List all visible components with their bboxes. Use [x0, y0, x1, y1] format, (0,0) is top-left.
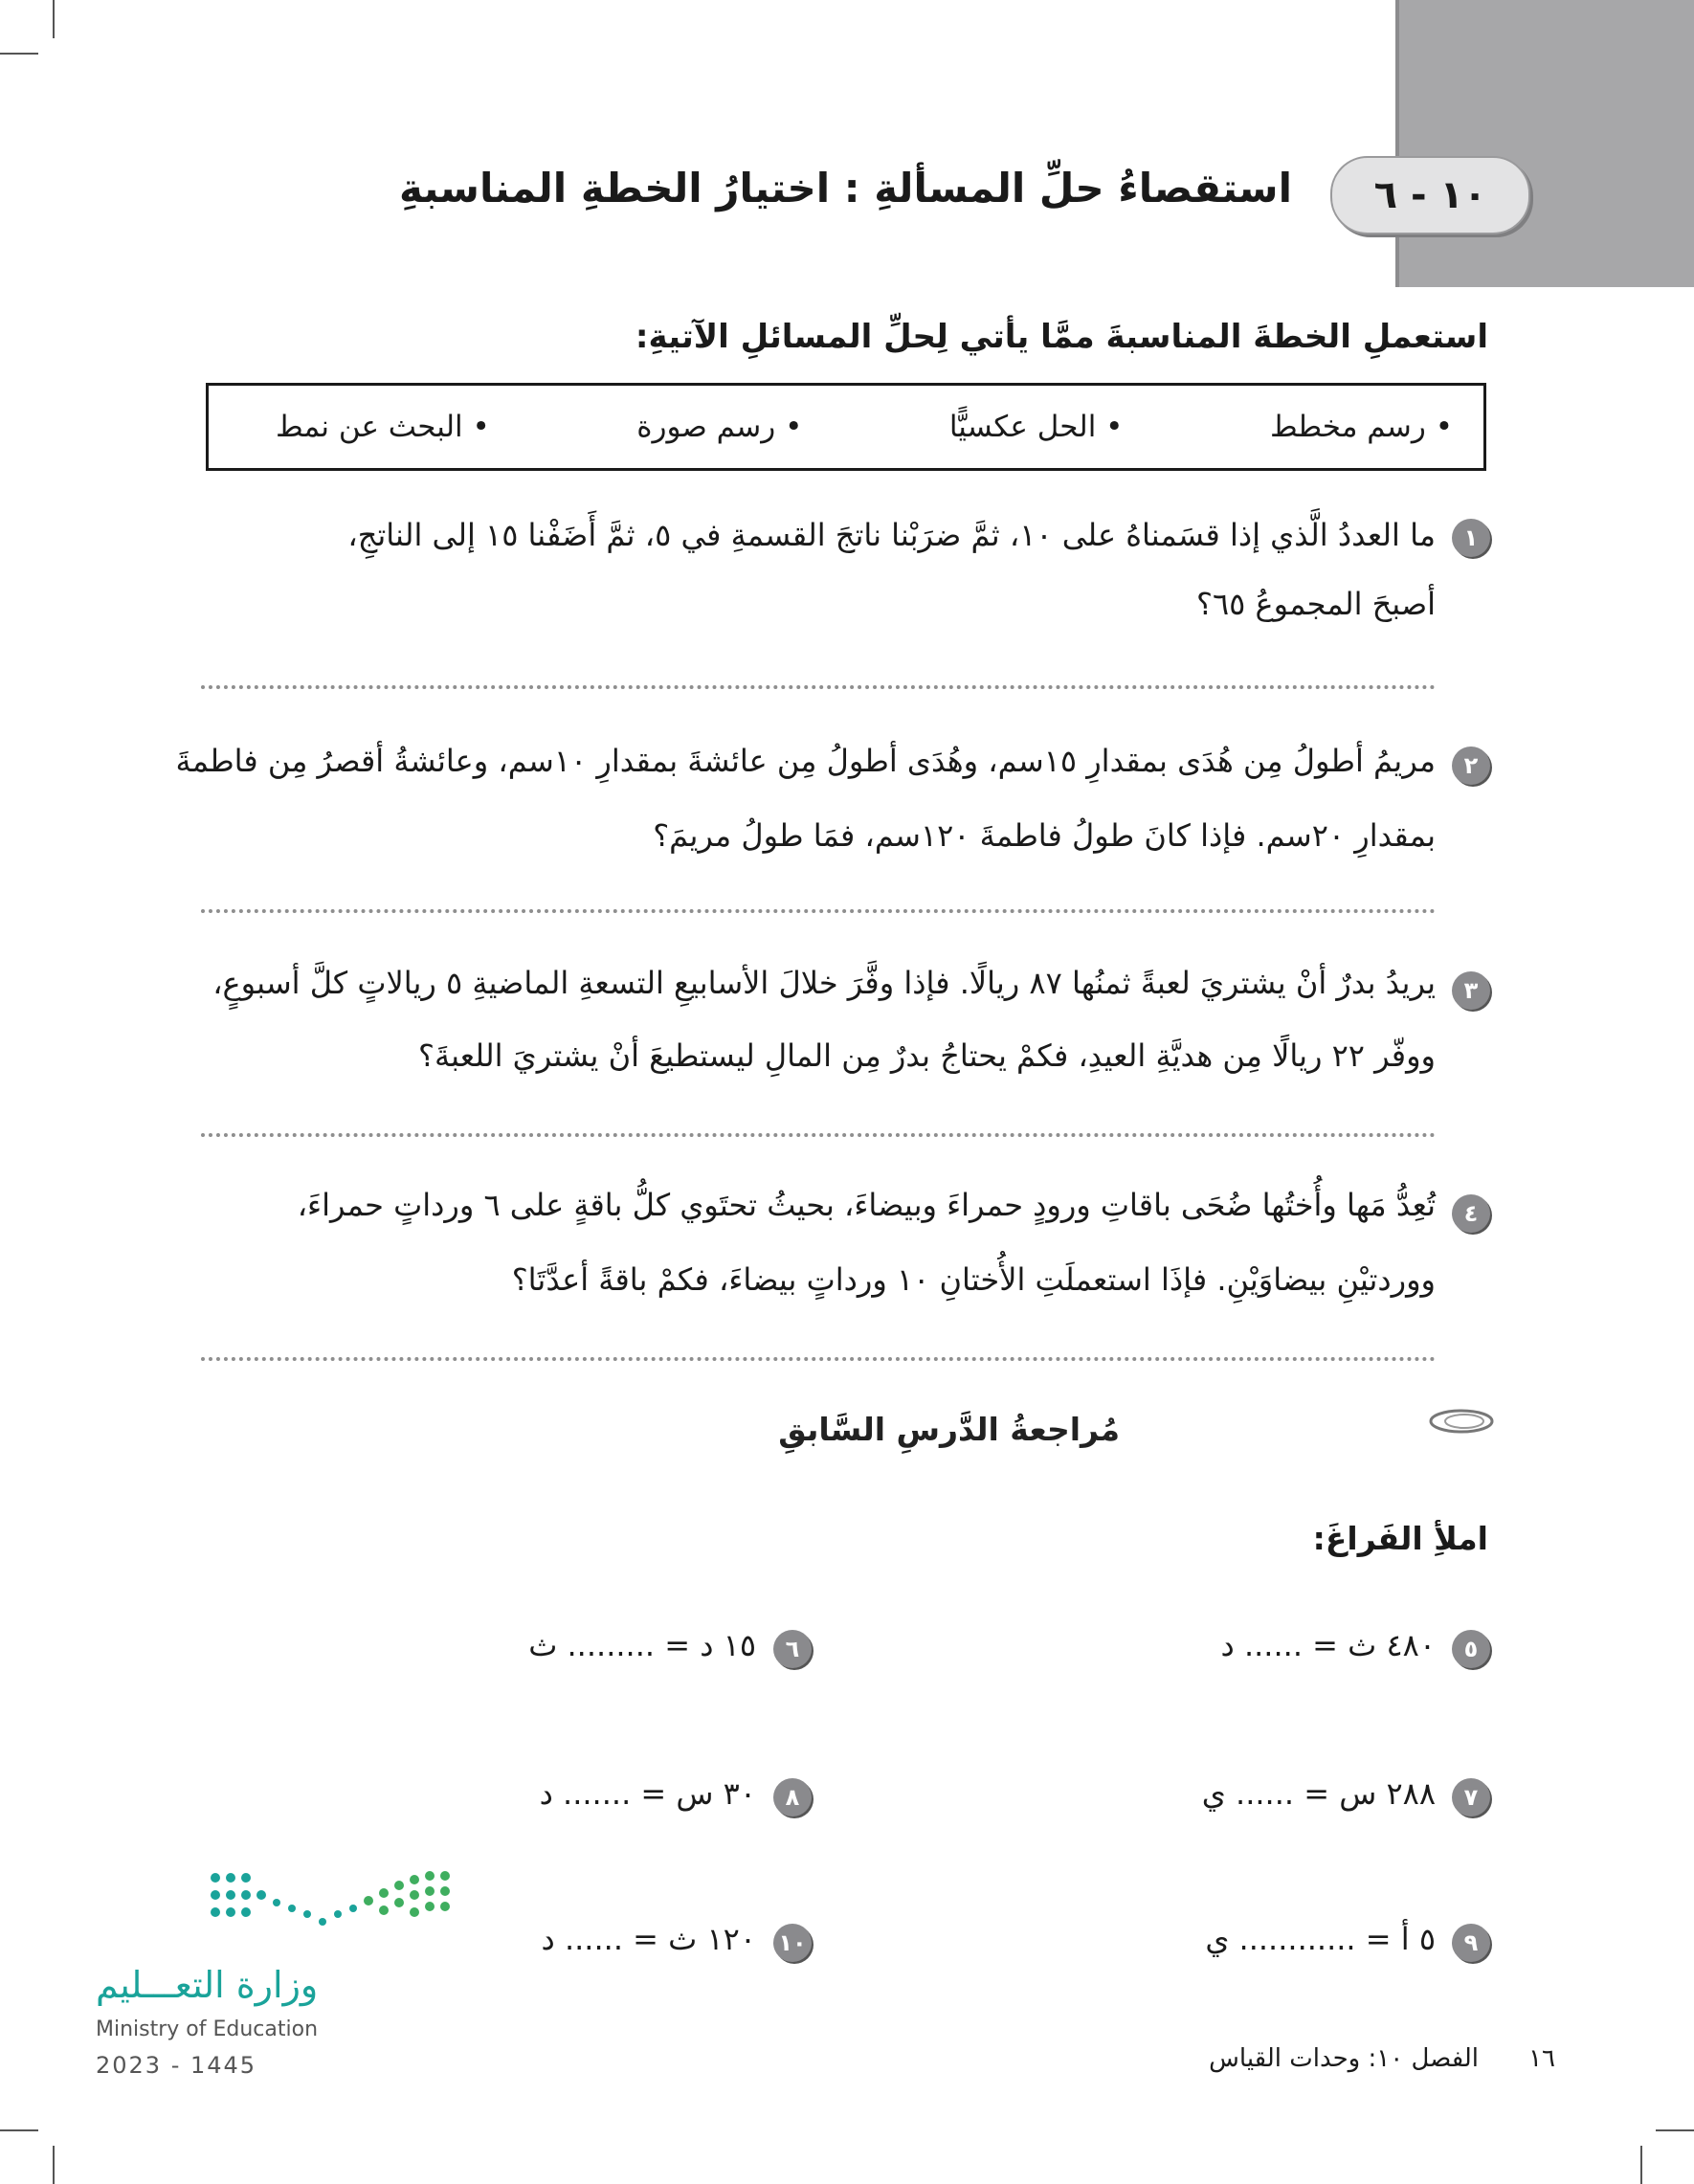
answer-line [201, 1357, 1436, 1361]
exercise-number-badge: ٨ [773, 1778, 812, 1816]
problem-text: أصبحَ المجموعُ ٦٥؟ [1196, 586, 1436, 622]
problem-number-badge: ٢ [1452, 747, 1490, 785]
answer-line [201, 909, 1436, 913]
exercise-number-badge: ٦ [773, 1630, 812, 1668]
strategy-item: • الحل عكسيًّا [948, 410, 1124, 444]
chapter-tab [1395, 0, 1694, 287]
problem-text: بمقدارِ ٢٠سم. فإذا كانَ طولُ فاطمةَ ١٢٠سم، فمَا طولُ مريمَ؟ [653, 817, 1436, 854]
answer-line [201, 1133, 1436, 1137]
problem-text: ووردتيْنِ بيضاوَيْنِ. فإذَا استعملَتِ الأُختانِ ١٠ ورداتٍ بيضاءَ، فكمْ باقةً أعدَّتَا؟ [511, 1261, 1436, 1298]
exercise-number-badge: ١٠ [773, 1924, 812, 1962]
lesson-number: ١٠ - ٦ [1373, 173, 1487, 217]
review-swirl-icon [1428, 1407, 1495, 1436]
page-number: ١٦ [1528, 2044, 1555, 2073]
exercise-text: ٤٨٠ ث = ...... د [1220, 1627, 1436, 1663]
exercise-text: ٥ أ = ............ ي [1205, 1921, 1436, 1957]
problem-text: مريمُ أطولُ مِن هُدَى بمقدارِ ١٥سم، وهُدَى أطولُ مِن عائشةَ بمقدارِ ١٠سم، وعائشةُ أقصرُ مِن فاطمةَ [175, 743, 1436, 779]
problem-number-badge: ١ [1452, 519, 1490, 557]
logo-dots-icon [206, 1866, 455, 1943]
problem-number-badge: ٤ [1452, 1194, 1490, 1233]
strategy-item: • رسم صورة [636, 410, 803, 444]
strategy-item: • رسم مخطط [1269, 410, 1453, 444]
exercise-text: ٣٠ س = ....... د [539, 1775, 756, 1812]
crop-mark [1656, 2129, 1694, 2131]
exercise-text: ١٢٠ ث = ...... د [541, 1921, 756, 1957]
problem-text: ووفّر ٢٢ ريالًا مِن هديَّةِ العيدِ، فكمْ يحتاجُ بدرٌ مِن المالِ ليستطيعَ أنْ يشتريَ اللعبةَ؟ [418, 1037, 1436, 1074]
edition-year: 2023 - 1445 [96, 2052, 257, 2079]
problem-number-badge: ٣ [1452, 971, 1490, 1010]
answer-line [201, 685, 1436, 689]
problem-text: ما العددُ الَّذي إذا قسَمناهُ على ١٠، ثمَّ ضرَبْنا ناتجَ القسمةِ في ٥، ثمَّ أَضَفْنا ١٥ إلى الناتجِ، [347, 517, 1436, 553]
review-heading: مُراجعةُ الدَّرسِ السَّابقِ [778, 1411, 1120, 1448]
ministry-logo [206, 1866, 455, 1943]
strategies-box [206, 383, 1486, 471]
ministry-name-en: Ministry of Education [96, 2017, 319, 2041]
exercise-text: ٢٨٨ س = ...... ي [1201, 1775, 1436, 1812]
exercise-text: ١٥ د = ......... ث [528, 1627, 756, 1663]
exercise-number-badge: ٥ [1452, 1630, 1490, 1668]
crop-mark [53, 2146, 55, 2184]
chapter-footer: الفصل ١٠: وحدات القياس [1209, 2044, 1479, 2073]
crop-mark [0, 2129, 38, 2131]
exercise-number-badge: ٧ [1452, 1778, 1490, 1816]
problem-text: تُعِدُّ مَها وأُختُها ضُحَى باقاتِ ورودٍ حمراءَ وبيضاءَ، بحيثُ تحتَوي كلُّ باقةٍ على ٦ ورداتٍ حمراءَ، [297, 1187, 1436, 1223]
problem-text: يريدُ بدرٌ أنْ يشتريَ لعبةً ثمنُها ٨٧ ريالًا. فإذا وفَّرَ خلالَ الأسابيعِ التسعةِ الماضيةِ ٥ ريالاتٍ كلَّ أسبوعٍ، [212, 965, 1436, 1001]
crop-mark [0, 53, 38, 55]
exercise-number-badge: ٩ [1452, 1924, 1490, 1962]
instructions: استعملِ الخطةَ المناسبةَ ممَّا يأتي لِحلِّ المسائلِ الآتيةِ: [635, 318, 1488, 356]
strategy-item: • البحث عن نمط [276, 410, 490, 444]
crop-mark [1640, 2146, 1642, 2184]
page-title: استقصاءُ حلِّ المسألةِ : اختيارُ الخطةِ المناسبةِ [399, 165, 1292, 212]
lesson-number-badge [1330, 156, 1530, 234]
crop-mark [53, 0, 55, 38]
ministry-name-ar: وزارة التعـــليم [96, 1964, 319, 2006]
fill-blank-title: املأِ الفَراغَ: [1312, 1520, 1488, 1557]
